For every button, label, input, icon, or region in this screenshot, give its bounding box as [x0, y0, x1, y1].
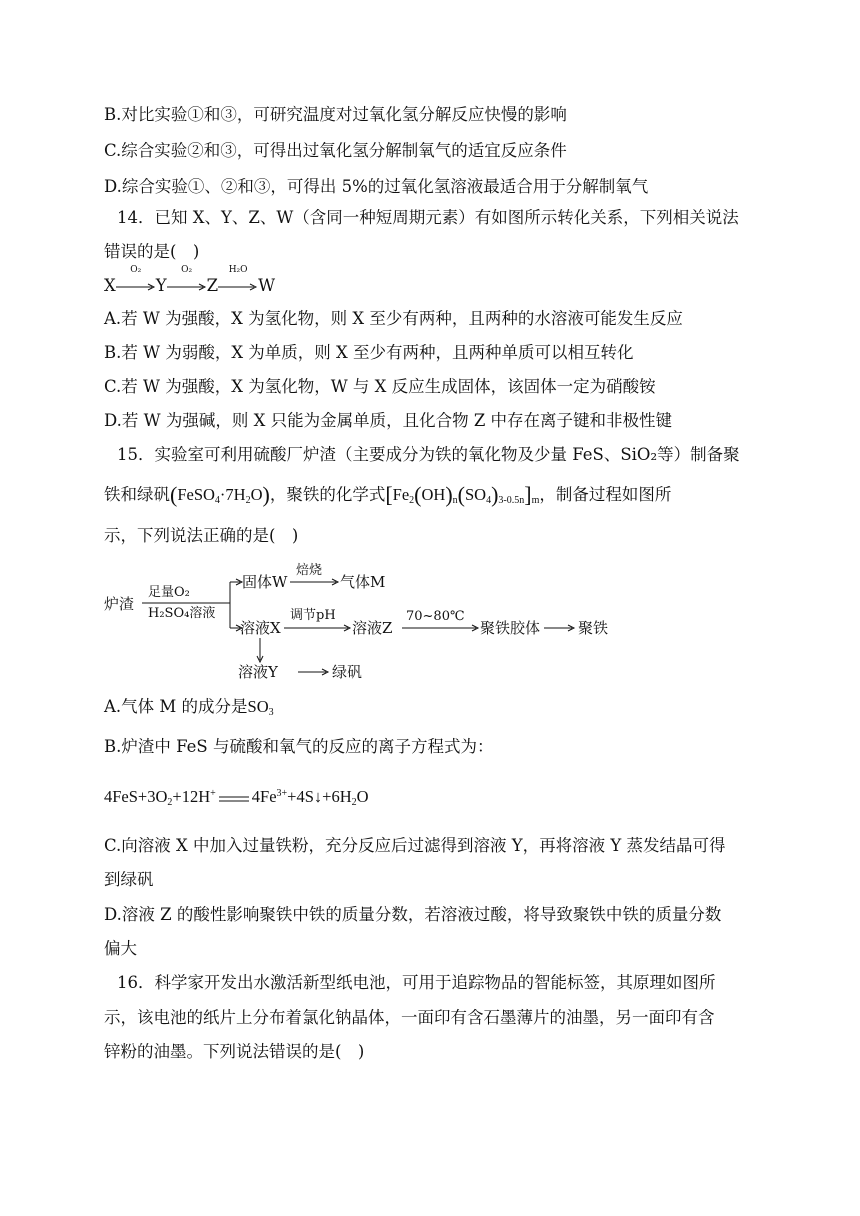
q14-option-a: A.若 W 为强酸，X 为氢化物，则 X 至少有两种，且两种的水溶液可能发生反应: [104, 309, 683, 328]
q16-line3: 锌粉的油墨。下列说法错误的是( ): [104, 1042, 365, 1061]
preparation-flowchart: [104, 560, 624, 688]
q13-option-d: D.综合实验①、②和③，可得出 5%的过氧化氢溶液最适合用于分解制氧气: [104, 177, 649, 196]
q14-stem-line2: 错误的是( ): [104, 242, 200, 261]
q15-option-c-line1: C.向溶液 X 中加入过量铁粉，充分反应后过滤得到溶液 Y，再将溶液 Y 蒸发结晶可得: [104, 836, 726, 855]
q15-option-b: B.炉渣中 FeS 与硫酸和氧气的反应的离子方程式为：: [104, 737, 494, 756]
arrow-o2-1: O₂: [116, 276, 156, 298]
q15-option-d-line2: 偏大: [104, 939, 137, 958]
flow-solution-z: 溶液Z: [352, 619, 393, 637]
flow-adjust-ph: 调节pH: [290, 608, 336, 623]
flow-solution-x: 溶液X: [240, 619, 281, 637]
flow-solid-w: 固体W: [242, 573, 288, 591]
polyiron-formula: $[Fe_2(OH)_n(SO_4)_{3-0.5n}]_m$: [385, 482, 540, 507]
flow-temperature: 70~80℃: [406, 609, 465, 624]
q16-line2: 示，该电池的纸片上分布着氯化钠晶体，一面印有含石墨薄片的油墨，另一面印有含: [104, 1008, 715, 1027]
flow-roast: 焙烧: [296, 563, 323, 578]
q14-option-c: C.若 W 为强酸，X 为氢化物，W 与 X 反应生成固体，该固体一定为硝酸铵: [104, 377, 656, 396]
arrow-o2-2: O₂: [167, 276, 207, 298]
flow-start: 炉渣: [104, 595, 135, 613]
q15-stem-line3: 示，下列说法正确的是( ): [104, 526, 299, 545]
q15-option-d-line1: D.溶液 Z 的酸性影响聚铁中铁的质量分数，若溶液过酸，将导致聚铁中铁的质量分数: [104, 905, 722, 924]
q15-option-c-line2: 到绿矾: [104, 870, 154, 889]
flow-colloid: 聚铁胶体: [480, 619, 541, 637]
chain-w: W: [258, 276, 276, 295]
arrow-h2o: H₂O: [218, 276, 258, 298]
flow-cond-top: 足量O₂: [148, 585, 190, 600]
q14-option-d: D.若 W 为强碱，则 X 只能为金属单质，且化合物 Z 中存在离子键和非极性键: [104, 411, 673, 430]
q14-stem-line1: 14．已知 X、Y、Z、W（含同一种短周期元素）有如图所示转化关系，下列相关说法: [117, 208, 739, 227]
flow-gas-m: 气体M: [340, 573, 386, 591]
q15-option-a: A.气体 M 的成分是$SO_3$: [104, 697, 274, 718]
q16-line1: 16．科学家开发出水激活新型纸电池，可用于追踪物品的智能标签，其原理如图所: [117, 973, 716, 992]
q15-stem-line1: 15．实验室可利用硫酸厂炉渣（主要成分为铁的氧化物及少量 FeS、SiO₂等）制备聚: [117, 445, 740, 464]
chain-x: X: [104, 276, 116, 295]
q13-option-c: C.综合实验②和③，可得出过氧化氢分解制氧气的适宜反应条件: [104, 141, 567, 160]
flow-solution-y: 溶液Y: [238, 663, 278, 681]
ionic-equation: $4FeS+3O_2+12H^+$ $4Fe^{3+}+4S↓+6H_2O$: [104, 787, 369, 808]
flow-polyiron: 聚铁: [578, 619, 609, 637]
flow-green-vitriol: 绿矾: [332, 663, 363, 681]
so3-formula: $SO_3$: [247, 697, 274, 718]
q13-option-b: B.对比实验①和③，可研究温度对过氧化氢分解反应快慢的影响: [104, 105, 567, 124]
q15-stem-line2: 铁和绿矾$(FeSO_4\cdot 7H_2O)$，聚铁的化学式$[Fe_2(OH)_n(SO_4)_{3-0.5n}]_m$，制备过程如图所: [104, 482, 672, 507]
chain-y: Y: [155, 276, 167, 295]
chain-z: Z: [206, 276, 219, 295]
q14-option-b: B.若 W 为弱酸，X 为单质，则 X 至少有两种，且两种单质可以相互转化: [104, 343, 634, 362]
flow-cond-bottom: H₂SO₄溶液: [148, 606, 216, 621]
green-vitriol-formula: $(FeSO_4\cdot 7H_2O)$: [170, 482, 270, 507]
q14-conversion-chain: [104, 264, 276, 298]
